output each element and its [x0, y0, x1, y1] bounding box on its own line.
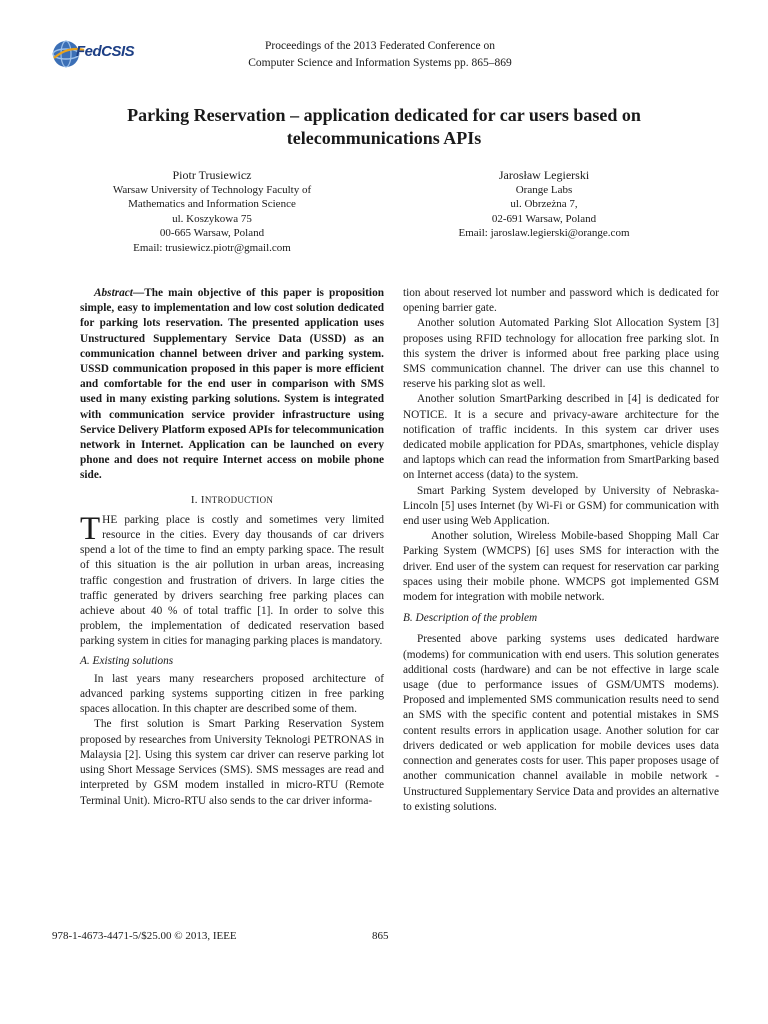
right-column — [403, 286, 719, 815]
abstract-dash: — — [132, 287, 145, 299]
paragraph: Another solution, Wireless Mobile-based Shopping Mall Car Parking System (WMCPS) [6] uses SMS for interaction with the driver. End user of the system can request for reservation car parking spaces using their mobile phone. WMCPS got implemented GSM modem for integration with mobile network. — [403, 530, 719, 604]
author-address-line: 00-665 Warsaw, Poland — [159, 227, 265, 239]
logo-text: FedCSIS — [76, 43, 135, 60]
paragraph: The first solution is Smart Parking Reservation System proposed by researches from University Teknologi PETRONAS in Malaysia [2]. Using this system car driver can reserve parking lot using Short Message Services (SMS). SMS messages are read and interpreted by GSM modem installed in micro-RTU (Remote Terminal Unit). Micro-RTU also sends to the car driver informa- — [80, 718, 384, 807]
author-email: Email: trusiewicz.piotr@gmail.com — [133, 241, 291, 254]
author-name: Piotr Trusiewicz — [172, 168, 252, 182]
author-address-line: ul. Obrzeżna 7, — [510, 198, 578, 210]
page-number: 865 — [372, 930, 389, 942]
subsection-heading-problem: B. Description of the problem — [403, 612, 538, 625]
paragraph: Another solution SmartParking described in [4] is dedicated for NOTICE. It is a secure and privacy-aware architecture for the notification of traffic incidents. In this system car driver uses dedicated mobile application for PDAs, smartphones, vehicle display and laptops which can read the information from SmartParking based on Internet access (data) to the system. — [403, 393, 719, 482]
intro-paragraph: THE parking place is costly and sometimes very limited resource in the cities. Every day thousands of car drivers spend a lot of the time to find an empty parking space. The result of this situation is the air pollution in urban areas, increasing traffic congestion and frustration of drivers. In large cities the traffic generated by drivers searching free parking places can achieve about 40 % of total traffic [1]. In order to solve this problem, the implementation of dedicated reservation based parking system in cities for managing parking places is mandatory. — [80, 510, 384, 648]
drop-cap: T — [80, 510, 101, 547]
author-affiliation-line: Warsaw University of Technology Faculty of — [112, 183, 312, 196]
paragraph: In last years many researchers proposed architecture of advanced parking systems supporting citizen in free parking spaces allocation. In this chapter are described some of them. — [80, 672, 384, 716]
section-heading-introduction: I. INTRODUCTION — [190, 493, 274, 506]
paper-title-line-1: Parking Reservation – application dedicated for car users based on — [127, 105, 641, 125]
fedcsis-logo — [48, 36, 135, 72]
author-block-1 — [72, 168, 352, 255]
left-column — [80, 286, 384, 809]
author-email: Email: jaroslaw.legierski@orange.com — [458, 227, 630, 239]
abstract-text: The main objective of this paper is proposition simple, easy to implementation and low cost solution dedicated for parking lots reservation. The presented application uses Unstructured Supplementary Service Data (USSD) as an communication channel between driver and parking system. USSD communication proposed in this paper is more efficient and comfortable for the end user in comparison with SMS used in many existing parking solutions. System is integrated with communication service provider infrastructure using Service Delivery Platform exposed APIs for telecommunication network in Internet. Application can be launched on every phone and does not require Internet access on mobile phone side. — [80, 287, 384, 482]
abstract — [80, 286, 384, 484]
author-block-2 — [404, 168, 684, 241]
subsection-heading-existing-solutions: A. Existing solutions — [80, 654, 174, 667]
paragraph: tion about reserved lot number and password which is dedicated for opening barrier gate. — [403, 287, 719, 315]
paragraph: Presented above parking systems uses dedicated hardware (modems) for communication with end users. This solution generates additional costs (hardware) and can be not effective in large scale usage (due to performance issues of GSM/UMTS modems). Proposed and implemented SMS communication results need to send an SMS with the specific content and potential mistakes in SMS content results errors in application usage. Another solution for car drivers dedicated or web application for mobile devices uses data connection and generates costs for user. This paper proposes usage of another communication channel available in mobile network - Unstructured Supplementary Service Data and provides an alternative to existing solutions. — [403, 633, 719, 813]
author-affiliation-line: Orange Labs — [515, 183, 573, 196]
proceedings-line-2: Computer Science and Information Systems pp. 865–869 — [248, 57, 512, 69]
author-name: Jarosław Legierski — [498, 168, 590, 182]
author-affiliation-line: Mathematics and Information Science — [128, 198, 296, 210]
paragraph: Smart Parking System developed by University of Nebraska-Lincoln [5] uses Internet (by Wi-Fi or GSM) for communication with end user using Web Application. — [403, 484, 719, 528]
paragraph: Another solution Automated Parking Slot Allocation System [3] proposes using RFID technology for allocation free parking slot. In this system the driver is informed about free parking place using SMS communication channel. The driver can use this channel to reserve his parking slot as well. — [403, 317, 719, 391]
proceedings-line-1: Proceedings of the 2013 Federated Conference on — [265, 40, 495, 52]
author-address-line: 02-691 Warsaw, Poland — [491, 212, 597, 225]
author-address-line: ul. Koszykowa 75 — [172, 212, 252, 225]
isbn-copyright: 978-1-4673-4471-5/$25.00 © 2013, IEEE — [52, 930, 237, 942]
paper-title-line-2: telecommunications APIs — [286, 128, 482, 148]
abstract-label: Abstract — [94, 287, 133, 299]
